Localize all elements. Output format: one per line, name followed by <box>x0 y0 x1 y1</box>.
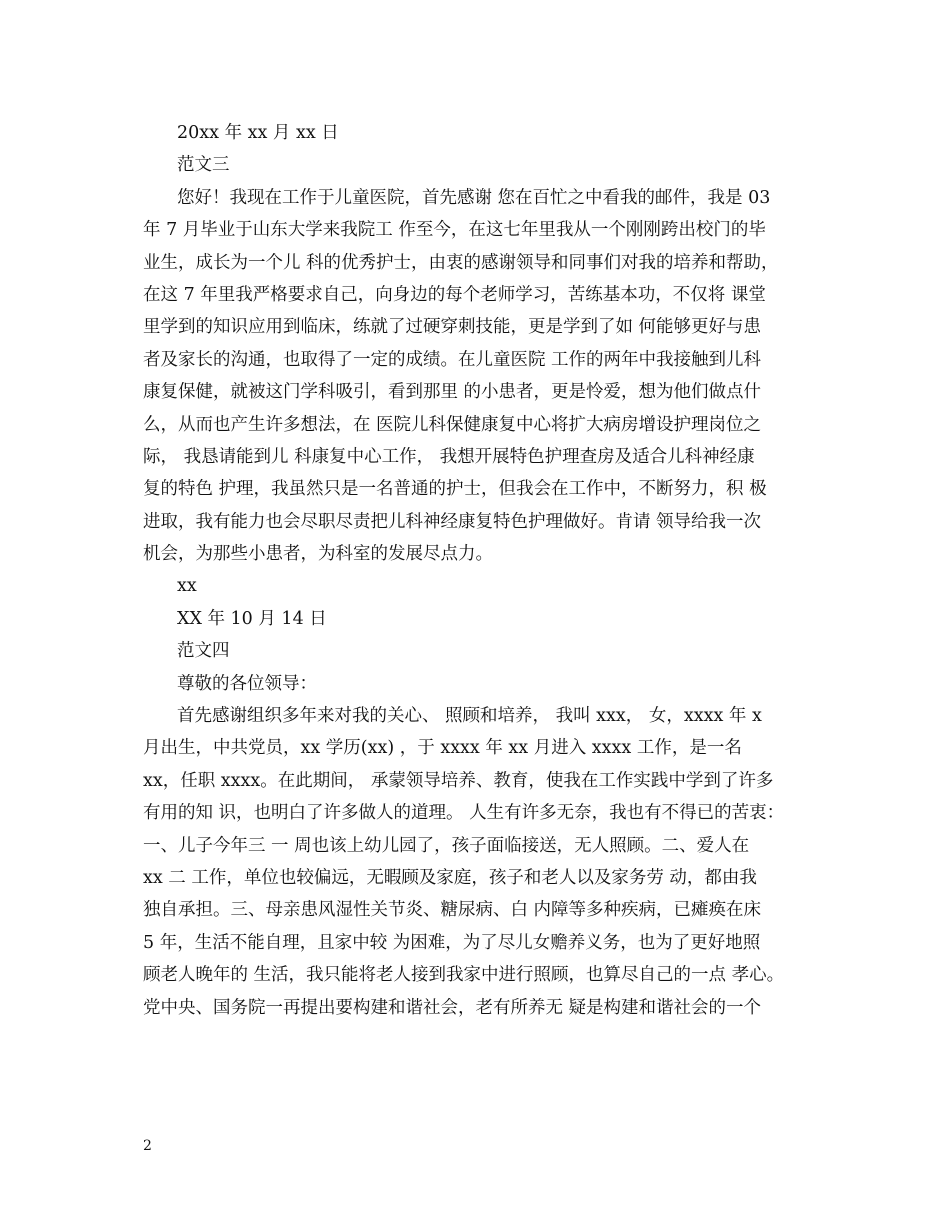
signature-date: XX 年 10 月 14 日 <box>177 608 327 629</box>
paragraph-line: 5 年，生活不能自理，且家中较 为困难，为了尽儿女赡养义务，也为了更好地照 <box>143 932 761 953</box>
section4-paragraph <box>143 700 815 1024</box>
paragraph-line: xx 二 工作，单位也较偏远，无暇顾及家庭，孩子和老人以及家务劳 动，都由我 <box>143 867 757 888</box>
paragraph-line: 月出生，中共党员，xx 学历(xx) ，于 xxxx 年 xx 月进入 xxxx 工作，是一名 <box>143 738 742 759</box>
paragraph-line: 机会，为那些小患者，为科室的发展尽点力。 <box>143 544 493 565</box>
salutation: 尊敬的各位领导： <box>177 673 317 694</box>
date-line: 20xx 年 xx 月 xx 日 <box>177 123 339 143</box>
paragraph-line: 首先感谢组织多年来对我的关心、 照顾和培养， 我叫 xxx， 女，xxxx 年 x <box>177 706 762 727</box>
paragraph-line: 进取，我有能力也会尽职尽责把儿科神经康复特色护理做好。肯请 领导给我一次 <box>143 511 762 532</box>
section3-paragraph <box>143 182 815 571</box>
paragraph-line: 顾老人晚年的 生活，我只能将老人接到我家中进行照顾，也算尽自己的一点 孝心。 <box>143 965 785 986</box>
document-body <box>143 117 815 1024</box>
paragraph-line: 一、儿子今年三 一 周也该上幼儿园了，孩子面临接送，无人照顾。二、爱人在 <box>143 835 750 856</box>
paragraph-line: 有用的知 识，也明白了许多做人的道理。 人生有许多无奈，我也有不得已的苦衷： <box>143 803 785 824</box>
paragraph-line: 在这 7 年里我严格要求自己，向身边的每个老师学习，苦练基本功，不仅将 课堂 <box>143 284 766 305</box>
paragraph-line: 么，从而也产生许多想法，在 医院儿科保健康复中心将扩大病房增设护理岗位之 <box>143 414 762 435</box>
section-heading-3: 范文三 <box>177 155 230 176</box>
paragraph-line: 党中央、国务院一再提出要构建和谐社会，老有所养无 疑是构建和谐社会的一个 <box>143 997 762 1018</box>
paragraph-line: 复的特色 护理，我虽然只是一名普通的护士，但我会在工作中，不断努力，积 极 <box>143 479 767 500</box>
paragraph-line: xx，任职 xxxx。在此期间， 承蒙领导培养、教育，使我在工作实践中学到了许多 <box>143 770 774 791</box>
signature: xx <box>177 576 197 597</box>
page-number: 2 <box>143 1138 152 1154</box>
paragraph-line: 年 7 月毕业于山东大学来我院工 作至今，在这七年里我从一个刚刚跨出校门的毕 <box>143 220 766 241</box>
paragraph-line: 康复保健，就被这门学科吸引，看到那里 的小患者，更是怜爱，想为他们做点什 <box>143 382 762 403</box>
paragraph-line: 里学到的知识应用到临床，练就了过硬穿刺技能，更是学到了如 何能够更好与患 <box>143 317 762 338</box>
paragraph-line: 独自承担。三、母亲患风湿性关节炎、糖尿病、白 内障等多种疾病，已瘫痪在床 <box>143 900 762 921</box>
paragraph-line: 您好！我现在工作于儿童医院，首先感谢 您在百忙之中看我的邮件，我是 03 <box>177 187 771 208</box>
paragraph-line: 者及家长的沟通，也取得了一定的成绩。在儿童医院 工作的两年中我接触到儿科 <box>143 349 762 370</box>
section-heading-4: 范文四 <box>177 641 230 662</box>
paragraph-line: 业生，成长为一个儿 科的优秀护士，由衷的感谢领导和同事们对我的培养和帮助， <box>143 252 779 273</box>
paragraph-line: 际， 我恳请能到儿 科康复中心工作， 我想开展特色护理查房及适合儿科神经康 <box>143 446 755 467</box>
